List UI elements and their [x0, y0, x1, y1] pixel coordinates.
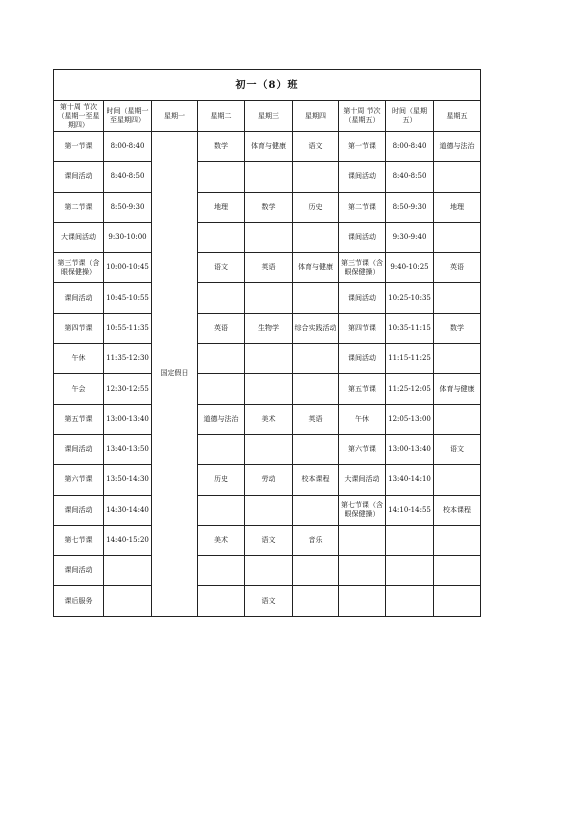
table-cell: 8:50-9:30 — [386, 192, 434, 222]
table-cell: 课间活动 — [339, 222, 386, 252]
table-cell: 音乐 — [293, 525, 339, 555]
header-cell: 星期二 — [198, 101, 245, 132]
table-cell — [386, 556, 434, 586]
table-cell: 劳动 — [245, 465, 293, 495]
title-row — [54, 70, 481, 101]
table-cell: 美术 — [198, 525, 245, 555]
header-cell: 第十周 节次（星期一至星期四） — [54, 101, 104, 132]
table-cell: 第六节课 — [54, 465, 104, 495]
table-cell — [339, 525, 386, 555]
table-row — [54, 374, 481, 404]
table-cell: 历史 — [293, 192, 339, 222]
table-cell: 课间活动 — [339, 283, 386, 313]
table-cell — [434, 525, 481, 555]
table-cell: 体育与健康 — [293, 253, 339, 283]
table-cell — [434, 586, 481, 616]
table-cell: 语文 — [434, 434, 481, 464]
table-cell: 体育与健康 — [245, 132, 293, 162]
table-cell: 美术 — [245, 404, 293, 434]
table-cell: 第二节课 — [339, 192, 386, 222]
table-cell: 校本课程 — [434, 495, 481, 525]
table-cell: 8:00-8:40 — [104, 132, 152, 162]
table-cell: 8:50-9:30 — [104, 192, 152, 222]
table-cell: 8:00-8:40 — [386, 132, 434, 162]
table-cell — [434, 344, 481, 374]
table-cell — [245, 222, 293, 252]
table-cell — [293, 283, 339, 313]
table-cell: 8:40-8:50 — [104, 162, 152, 192]
header-cell: 时间（星期五） — [386, 101, 434, 132]
table-row — [54, 556, 481, 586]
table-cell — [434, 465, 481, 495]
table-cell: 13:40-14:10 — [386, 465, 434, 495]
table-cell — [198, 434, 245, 464]
table-cell: 11:25-12:05 — [386, 374, 434, 404]
table-cell: 道德与法治 — [434, 132, 481, 162]
table-cell: 课间活动 — [54, 162, 104, 192]
table-row — [54, 495, 481, 525]
table-cell: 课间活动 — [339, 344, 386, 374]
table-cell: 13:00-13:40 — [386, 434, 434, 464]
table-cell: 课间活动 — [339, 162, 386, 192]
table-cell — [198, 222, 245, 252]
table-cell: 英语 — [293, 404, 339, 434]
table-row — [54, 434, 481, 464]
table-cell — [245, 556, 293, 586]
table-row — [54, 283, 481, 313]
table-cell: 9:30-10:00 — [104, 222, 152, 252]
table-cell: 14:40-15:20 — [104, 525, 152, 555]
table-cell: 第七节课（含眼保健操） — [339, 495, 386, 525]
header-cell: 星期一 — [152, 101, 198, 132]
table-row — [54, 586, 481, 616]
table-cell — [245, 283, 293, 313]
table-cell: 英语 — [245, 253, 293, 283]
table-cell: 第一节课 — [54, 132, 104, 162]
table-cell — [434, 222, 481, 252]
table-cell — [293, 586, 339, 616]
table-cell: 数学 — [198, 132, 245, 162]
table-cell: 第七节课 — [54, 525, 104, 555]
table-cell — [198, 495, 245, 525]
table-cell: 生物学 — [245, 313, 293, 343]
table-cell: 10:00-10:45 — [104, 253, 152, 283]
table-cell: 语文 — [245, 525, 293, 555]
table-cell: 第四节课 — [54, 313, 104, 343]
table-cell: 14:30-14:40 — [104, 495, 152, 525]
header-row — [54, 101, 481, 132]
table-cell: 英语 — [434, 253, 481, 283]
table-cell: 课间活动 — [54, 434, 104, 464]
monday-holiday-cell: 国定假日 — [152, 132, 198, 617]
table-cell: 10:45-10:55 — [104, 283, 152, 313]
table-row — [54, 465, 481, 495]
table-cell: 午休 — [339, 404, 386, 434]
table-cell: 课间活动 — [54, 495, 104, 525]
table-row — [54, 344, 481, 374]
table-cell: 13:40-13:50 — [104, 434, 152, 464]
table-cell — [245, 434, 293, 464]
table-cell: 大课间活动 — [54, 222, 104, 252]
table-cell: 第三节课（含眼保健操） — [339, 253, 386, 283]
table-cell: 大课间活动 — [339, 465, 386, 495]
table-cell — [104, 556, 152, 586]
table-cell: 12:05-13:00 — [386, 404, 434, 434]
header-cell: 时间（星期一至星期四） — [104, 101, 152, 132]
table-cell — [339, 556, 386, 586]
table-cell: 语文 — [245, 586, 293, 616]
table-cell: 第五节课 — [54, 404, 104, 434]
table-cell: 语文 — [198, 253, 245, 283]
table-cell: 13:50-14:30 — [104, 465, 152, 495]
header-cell: 星期四 — [293, 101, 339, 132]
table-cell — [293, 556, 339, 586]
header-cell: 星期五 — [434, 101, 481, 132]
table-cell: 8:40-8:50 — [386, 162, 434, 192]
table-cell: 14:10-14:55 — [386, 495, 434, 525]
table-cell — [386, 525, 434, 555]
table-cell: 地理 — [198, 192, 245, 222]
table-cell: 11:35-12:30 — [104, 344, 152, 374]
table-cell — [198, 344, 245, 374]
table-row — [54, 525, 481, 555]
header-cell: 星期三 — [245, 101, 293, 132]
table-cell: 10:55-11:35 — [104, 313, 152, 343]
table-cell — [245, 495, 293, 525]
table-cell: 10:35-11:15 — [386, 313, 434, 343]
table-cell — [198, 283, 245, 313]
table-cell: 综合实践活动 — [293, 313, 339, 343]
table-cell — [104, 586, 152, 616]
table-cell: 地理 — [434, 192, 481, 222]
table-cell — [245, 344, 293, 374]
table-row — [54, 162, 481, 192]
table-cell — [245, 374, 293, 404]
header-cell: 第十周 节次（星期五） — [339, 101, 386, 132]
table-row — [54, 253, 481, 283]
table-cell: 12:30-12:55 — [104, 374, 152, 404]
table-cell: 数学 — [245, 192, 293, 222]
table-row — [54, 132, 481, 162]
table-cell: 课后服务 — [54, 586, 104, 616]
table-cell — [198, 374, 245, 404]
table-cell: 10:25-10:35 — [386, 283, 434, 313]
table-row — [54, 404, 481, 434]
table-cell: 11:15-11:25 — [386, 344, 434, 374]
table-cell: 第一节课 — [339, 132, 386, 162]
table-cell: 体育与健康 — [434, 374, 481, 404]
class-timetable — [53, 69, 481, 617]
table-cell — [293, 495, 339, 525]
table-row — [54, 192, 481, 222]
table-cell: 英语 — [198, 313, 245, 343]
table-cell: 第六节课 — [339, 434, 386, 464]
table-cell: 语文 — [293, 132, 339, 162]
table-cell: 9:30-9:40 — [386, 222, 434, 252]
table-cell — [198, 556, 245, 586]
table-cell — [434, 162, 481, 192]
table-cell — [386, 586, 434, 616]
table-cell: 课间活动 — [54, 556, 104, 586]
table-cell — [434, 404, 481, 434]
table-cell: 数学 — [434, 313, 481, 343]
table-cell — [293, 222, 339, 252]
table-cell — [434, 283, 481, 313]
table-cell — [434, 556, 481, 586]
table-cell — [198, 162, 245, 192]
table-cell — [293, 162, 339, 192]
table-cell — [198, 586, 245, 616]
table-cell: 午休 — [54, 344, 104, 374]
table-cell: 历史 — [198, 465, 245, 495]
table-row — [54, 222, 481, 252]
table-cell: 第五节课 — [339, 374, 386, 404]
table-title: 初一（8）班 — [54, 70, 481, 101]
table-cell: 道德与法治 — [198, 404, 245, 434]
table-cell — [245, 162, 293, 192]
table-cell — [293, 374, 339, 404]
table-cell: 第二节课 — [54, 192, 104, 222]
table-cell — [339, 586, 386, 616]
table-cell: 课间活动 — [54, 283, 104, 313]
table-cell: 13:00-13:40 — [104, 404, 152, 434]
table-cell — [293, 434, 339, 464]
table-cell: 第四节课 — [339, 313, 386, 343]
table-cell — [293, 344, 339, 374]
table-cell: 校本课程 — [293, 465, 339, 495]
table-cell: 9:40-10:25 — [386, 253, 434, 283]
table-cell: 第三节课（含眼保健操） — [54, 253, 104, 283]
table-row — [54, 313, 481, 343]
table-cell: 午会 — [54, 374, 104, 404]
